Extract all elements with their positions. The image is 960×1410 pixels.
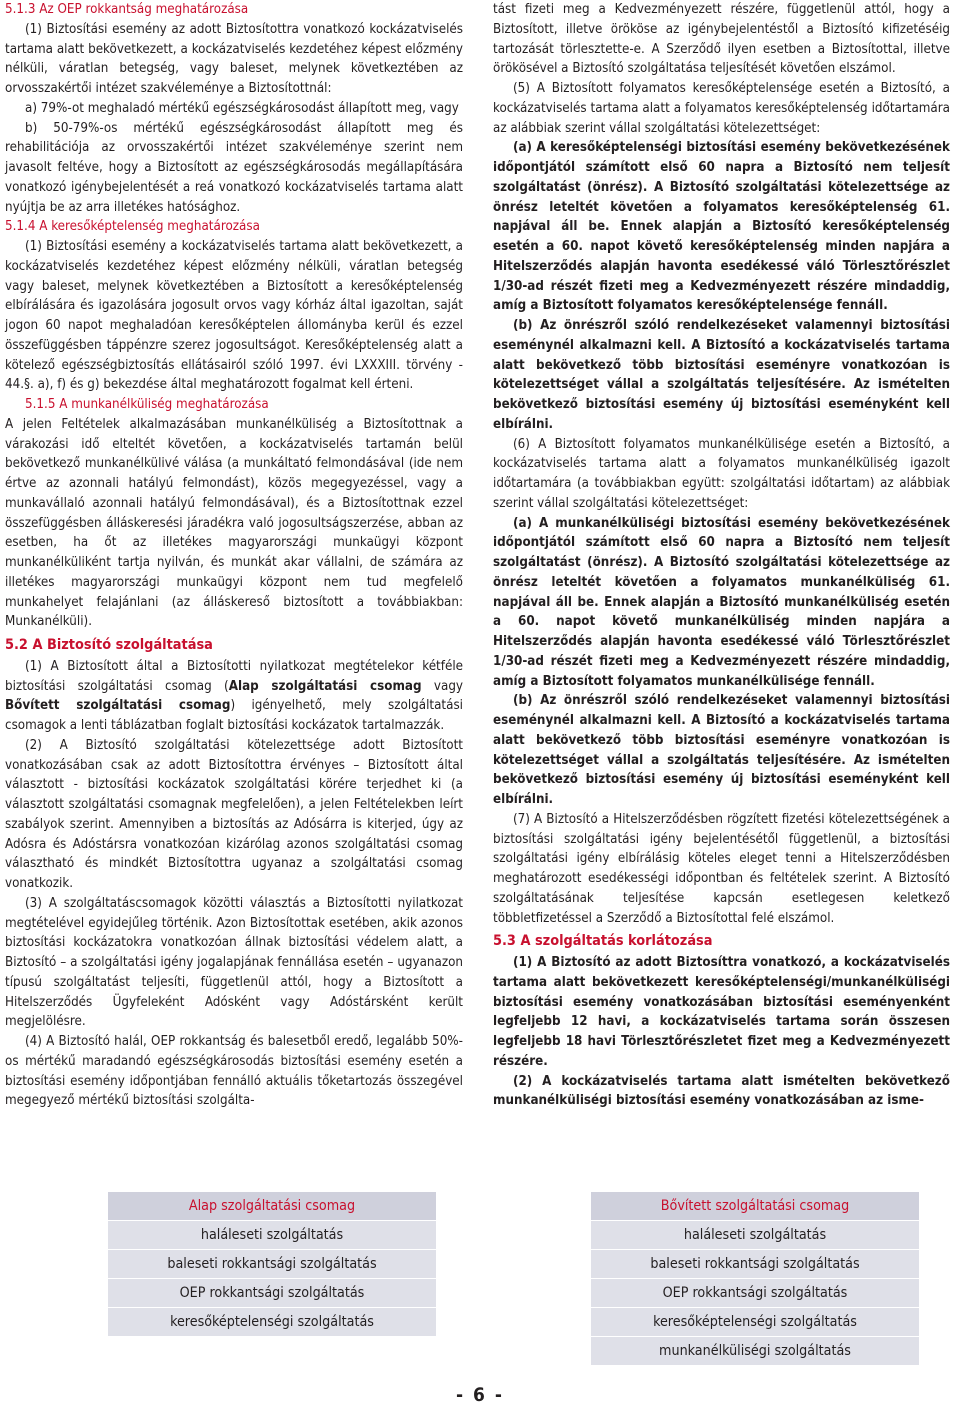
bovitett-table-row: baleseti rokkantsági szolgáltatás xyxy=(591,1250,919,1279)
alap-package-name: Alap szolgáltatási csomag xyxy=(228,678,422,694)
alap-table-row: haláleseti szolgáltatás xyxy=(108,1221,436,1250)
section-5-1-3-item-a: a) 79%-ot meghaladó mértékű egészségkárosodást állapított meg, vagy xyxy=(25,100,459,116)
alap-table-row: OEP rokkantsági szolgáltatás xyxy=(108,1279,436,1308)
section-5-3-para-2: (2) A kockázatviselés tartama alatt ismételten bekövetkező munkanélküliségi biztosítási esemény vonatkozásában az isme- xyxy=(493,1073,950,1109)
section-5-1-3-para-1: (1) Biztosítási esemény az adott Biztosítottra vonatkozó kockázatviselés tartama alatt bekövetkezett, a kockázatviselés kezdetéhez képest előzmény nélküli, váratlan betegség, vagy baleset, melynek következtében az orvosszakértői intézet szakvéleménye a Biztosítottnál: xyxy=(5,21,463,96)
section-5-1-5-heading: 5.1.5 A munkanélküliség meghatározása xyxy=(25,397,269,412)
section-5-2-para-5-a: (a) A keresőképtelenségi biztosítási esemény bekövetkezésének időpontjától számított első 60 napra a Biztosító nem teljesít szolgáltatást (önrész). A Biztosító szolgáltatási kötelezettsége az önrész leteltét követően a folyamatos keresőképtelenség 61. napjával áll be. Ennek alapján a Biztosító keresőképtelenség esetén a 60. napot követő keresőképtelenség minden napjára a Hitelszerződés alapján havonta esedékessé váló Törlesztőrészlet 1/30-ad részét fizeti meg a Kedvezményezett részére mindaddig, amíg a Biztosított folyamatos keresőképtelensége fennáll. xyxy=(493,140,950,314)
section-5-2-para-7: (7) A Biztosító a Hitelszerződésben rögzített fizetési kötelezettségének a biztosítási szolgáltatási igény bejelentésétől függetlenül, a biztosítási szolgáltatási igény elbírálásig köteles eleget tenni a Hitelszerződésben meghatározott esedékességi időpontban és feltételek szerint. A Biztosító szolgáltatásának teljesítése kapcsán esetlegesen keletkező többletfizetéssel a Szerződő a Biztosítottal felé elszámol. xyxy=(493,811,950,926)
left-column xyxy=(5,0,463,1111)
section-5-1-4-para-1: (1) Biztosítási esemény a kockázatviselés tartama alatt bekövetkezett, a kockázatviselés kezdetéhez képest előzmény nélküli, váratlan betegség vagy baleset, melynek következtében a Biztosított a keresőképtelenség elbírálására és igazolására jogosult orvos vagy kórház által igazoltan, saját jogon 60 napot meghaladóan keresőképtelen állományba kerül és ezzel összefüggésben táppénzre szerez jogosultságot. Keresőképtelenség alatt a kötelező egészségbiztosítás ellátásairól szóló 1997. évi LXXXIII. törvény - 44.§. a), f) és g) bekezdése által meghatározott fogalmat kell érteni. xyxy=(5,239,463,393)
package-tables xyxy=(5,1192,950,1362)
section-5-2-para-6-b: (b) Az önrészről szóló rendelkezéseket valamennyi biztosítási eseménynél alkalmazni kell. A Biztosító a kockázatviselés tartama alatt bekövetkező több biztosítási eseményre vonatkozóan is kötelezettséget vállal a szolgáltatás teljesítésére. Az ismételten bekövetkező biztosítási esemény új biztosítási eseményként kell elbírálni. xyxy=(493,693,950,807)
section-5-2-para-4-continued: tást fizeti meg a Kedvezményezett részére, függetlenül attól, hogy a Biztosított, illetve örököse az igénybejelentéstől a Biztosító kifizetéséig tartozását törlesztette-e. A Szerződő ilyen esetben a Biztosítottal, illetve örökösével a Biztosító szolgáltatása teljesítését követően elszámol. xyxy=(493,2,950,77)
section-5-2-para-5: (5) A Biztosított folyamatos keresőképtelensége esetén a Biztosító, a kockázatviselés tartama alatt a folyamatos keresőképtelenség időtartamára az alábbiak szerint vállal szolgáltatási kötelezettséget: xyxy=(493,81,950,136)
bovitett-table-header: Bővített szolgáltatási csomag xyxy=(591,1192,919,1221)
section-5-2-para-3: (3) A szolgáltatáscsomagok közötti választás a Biztosítotti nyilatkozat megtételével egyidejűleg történik. Azon Biztosítottak esetében, akik azonos biztosítási kockázatokra vonatkozóan állnak biztosítási védelem alatt, a Biztosító – a szolgáltatási igény jogalapjának fennállása esetén – ugyanazon típusú szolgáltatást teljesíti, függetlenül attól, hogy a Biztosított a Hitelszerződés Ügyfeleként Adósként vagy Adóstársként került megjelölésre. xyxy=(5,895,463,1030)
bovitett-table-row: munkanélküliségi szolgáltatás xyxy=(591,1337,919,1366)
section-5-2-heading: 5.2 A Biztosító szolgáltatása xyxy=(5,637,213,653)
section-5-1-3-item-b: b) 50-79%-os mértékű egészségkárosodást állapított meg és rehabilitációja az orvosszakértői intézet szakvéleménye szerint nem javasolt feltéve, hogy a Biztosított az egészségkárosodás megállapítására vonatkozó igénybejelentését a reá vonatkozó kockázatviselés tartama alatt nyújtja be az arra illetékes hatósághoz. xyxy=(5,120,463,215)
alap-table-header: Alap szolgáltatási csomag xyxy=(108,1192,436,1221)
bovitett-package-name: Bővített szolgáltatási csomag xyxy=(5,698,231,714)
alap-table-row: keresőképtelenségi szolgáltatás xyxy=(108,1308,436,1337)
section-5-1-3-heading: 5.1.3 Az OEP rokkantság meghatározása xyxy=(5,2,249,17)
section-5-2-para-1: (1) A Biztosított által a Biztosítotti nyilatkozat megtételekor kétféle biztosítási szolgáltatási csomag (Alap szolgáltatási csomag vagy Bővített szolgáltatási csomag) igényelhető, mely szolgáltatási csomagok a lenti táblázatban foglalt biztosítási kockázatok tartalmazzák. xyxy=(5,658,464,733)
section-5-1-5-para-1: A jelen Feltételek alkalmazásában munkanélküliség a Biztosítottnak a várakozási idő elteltét követően, a kockázatviselés tartamán belül bekövetkező munkanélkülivé válása (a munkáltató felmondásával (ide nem értve az azonnali hatályú felmondást), közös megegyezéssel, vagy a munkavállaló azonnali hatályú felmondásával), és a Biztosítottnak ezzel összefüggésben álláskeresési járadékra való jogosultságszerzése, abban az esetben, ha őt az illetékes magyarországi munkaügyi központ munkanélküliként tartja nyilván, és munkát akar vállalni, de számára az illetékes magyarországi munkaügyi központ nem tud megfelelő munkahelyet felajánlani (az álláskereső biztosított a továbbiakban: Munkanélküli). xyxy=(5,416,463,630)
page-number: - 6 - xyxy=(456,1384,504,1406)
section-5-2-para-6-a: (a) A munkanélküliségi biztosítási esemény bekövetkezésének időpontjától számított első 60 napra a Biztosító nem teljesít szolgáltatást (önrész). A Biztosító szolgáltatási kötelezettsége az önrész leteltét követően a folyamatos munkanélküliség 61. napjával áll be. Ennek alapján a Biztosító munkanélküliség esetén a 60. napot követő munkanélküliség minden napjára a Hitelszerződés alapján havonta esedékessé váló Törlesztőrészlet 1/30-ad részét fizeti meg a Kedvezményezett részére mindaddig, amíg a Biztosított folyamatos munkanélkülisége fennáll. xyxy=(493,515,950,689)
alap-package-table xyxy=(108,1192,436,1337)
right-column xyxy=(493,0,950,1111)
section-5-2-para-2: (2) A Biztosító szolgáltatási kötelezettsége adott Biztosított vonatkozásában csak az adott Biztosítottra érvényes – Biztosított által választott - biztosítási kockázatok szolgáltatási körére terjedhet ki (a választott szolgáltatási csomagnak megfelelően), a jelen Feltételekben leírt szabályok szerint. Amennyiben a biztosítás az Adósárra is kiterjed, úgy az Adósra és Adóstársra vonatkozóan kizárólag azonos szolgáltatási csomag választható és mindkét Biztosítottra ugyanaz a szolgáltatási csomag vonatkozik. xyxy=(5,737,463,891)
section-5-3-heading: 5.3 A szolgáltatás korlátozása xyxy=(493,933,713,950)
bovitett-table-row: keresőképtelenségi szolgáltatás xyxy=(591,1308,919,1337)
bovitett-table-row: OEP rokkantsági szolgáltatás xyxy=(591,1279,919,1308)
bovitett-package-table xyxy=(591,1192,919,1366)
section-5-3-para-1: (1) A Biztosító az adott Biztosíttra vonatkozó, a kockázatviselés tartama alatt bekövetkezett keresőképtelenségi/munkanélküliségi biztosítási esemény vonatkozásában biztosítási eseményenként legfeljebb 12 havi, a kockázatviselés tartama során összesen legfeljebb 18 havi Törlesztőrészletet fizet meg a Kedvezményezett részére. xyxy=(493,955,950,1069)
bovitett-table-row: haláleseti szolgáltatás xyxy=(591,1221,919,1250)
section-5-2-para-6: (6) A Biztosított folyamatos munkanélkülisége esetén a Biztosító, a kockázatviselés tartama alatt a folyamatos munkanélküliség igazolt időtartamára (a továbbiakban együtt: szolgáltatási időtartam) az alábbiak szerint vállal szolgáltatási kötelezettséget: xyxy=(493,436,950,511)
section-5-2-para-5-b: (b) Az önrészről szóló rendelkezéseket valamennyi biztosítási eseménynél alkalmazni kell. A Biztosító a kockázatviselés tartama alatt bekövetkező több biztosítási eseményre vonatkozóan is kötelezettséget vállal a szolgáltatás teljesítésére. Az ismételten bekövetkező biztosítási esemény új biztosítási eseményként kell elbírálni. xyxy=(493,318,950,432)
alap-table-row: baleseti rokkantsági szolgáltatás xyxy=(108,1250,436,1279)
section-5-2-para-4: (4) A Biztosító halál, OEP rokkantság és balesetből eredő, legalább 50%-os mértékű maradandó egészségkárosodás biztosítási esemény esetén a biztosítási esemény időpontjában fennálló aktuális tőketartozás összegével megegyező mértékű biztosítási szolgálta- xyxy=(5,1034,463,1109)
section-5-1-4-heading: 5.1.4 A keresőképtelenség meghatározása xyxy=(5,219,260,235)
